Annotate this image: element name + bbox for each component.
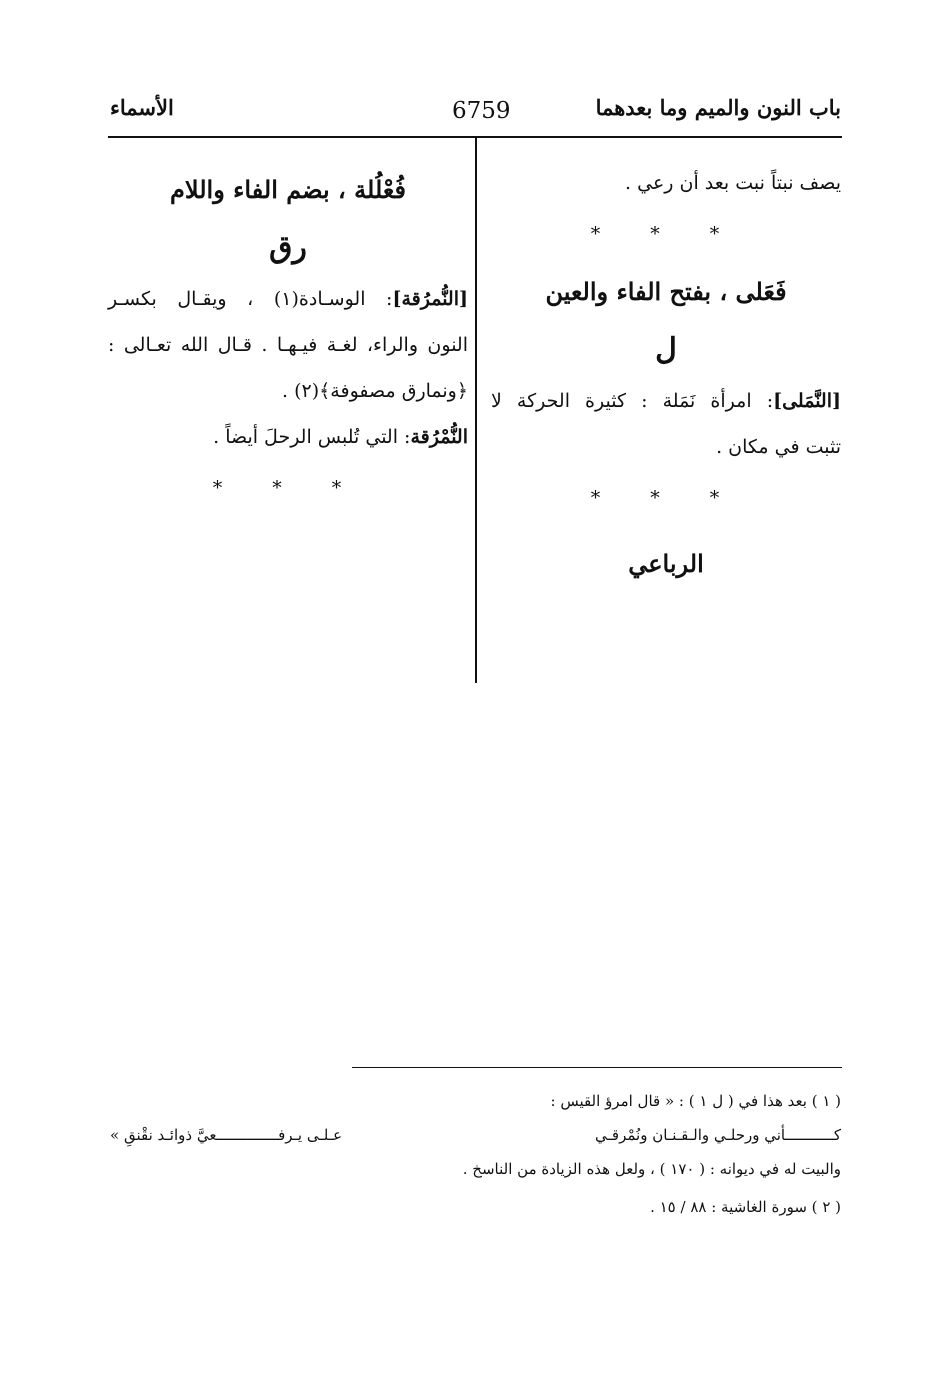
running-header-chapter: باب النون والميم وما بعدهما [595,95,841,120]
entry-definition: : الوسـادة(١) ، ويقـال بكسـر [108,288,393,310]
left-column [108,160,468,516]
entry-line-continued: النون والراء، لغـة فيـهـا . قـال الله تعـالى : [108,334,468,356]
column-divider [475,138,477,683]
intro-line: يصف نبتاً نبت بعد أن رعي . [625,172,841,194]
footnote-2: ( ٢ ) سورة الغاشية : ٨٨ / ١٥ . [650,1198,841,1216]
poetry-verse [106,1120,841,1150]
section-separator-stars: * * * [590,487,742,509]
quran-quote: ﴿ونمارق مصفوفة﴾(٢) . [282,380,468,402]
entry-definition: : امرأة نَمَلة : كثيرة الحركة لا [491,390,774,412]
entry-term: [النَّمَلى] [773,390,841,412]
footnote-1: ( ١ ) بعد هذا في ( ل ١ ) : « قال امرؤ القيس : [550,1092,841,1110]
root-letters: رق [269,230,307,265]
right-column [491,160,841,594]
entry-definition: : التي تُلبس الرحلَ أيضاً . [213,426,411,448]
chapter-heading: الرباعي [628,549,704,578]
section-separator-stars: * * * [590,223,742,245]
footnote-1-note: والبيت له في ديوانه : ( ١٧٠ ) ، ولعل هذه الزيادة من الناسخ . [462,1160,841,1178]
page-number: 6759 [452,98,511,124]
entry-term: [النُّمرُقة] [392,288,468,310]
section-title: فَعَلى ، بفتح الفاء والعين [545,277,787,306]
root-letters: ل [655,332,677,367]
section-title: فُعْلُلة ، بضم الفاء واللام [170,175,406,204]
entry-line [491,378,841,424]
entry-line-continued: تثبت في مكان . [716,436,841,458]
footnotes [106,1082,841,1226]
entry-term: النُّمْرُقة [410,426,468,448]
entry-line [108,276,468,322]
section-separator-stars: * * * [212,477,364,499]
verse-hemistich-2: عـلـى يـرفــــــــــــــعيَّ ذوائـد نقْنقِ » [110,1126,343,1144]
verse-hemistich-1: كـــــــــــأني ورحلـي والـقـنـان ونُمْرقـي [595,1126,841,1144]
footnote-rule [352,1067,842,1068]
entry-line [108,414,468,460]
running-header-section: الأسماء [110,95,174,120]
